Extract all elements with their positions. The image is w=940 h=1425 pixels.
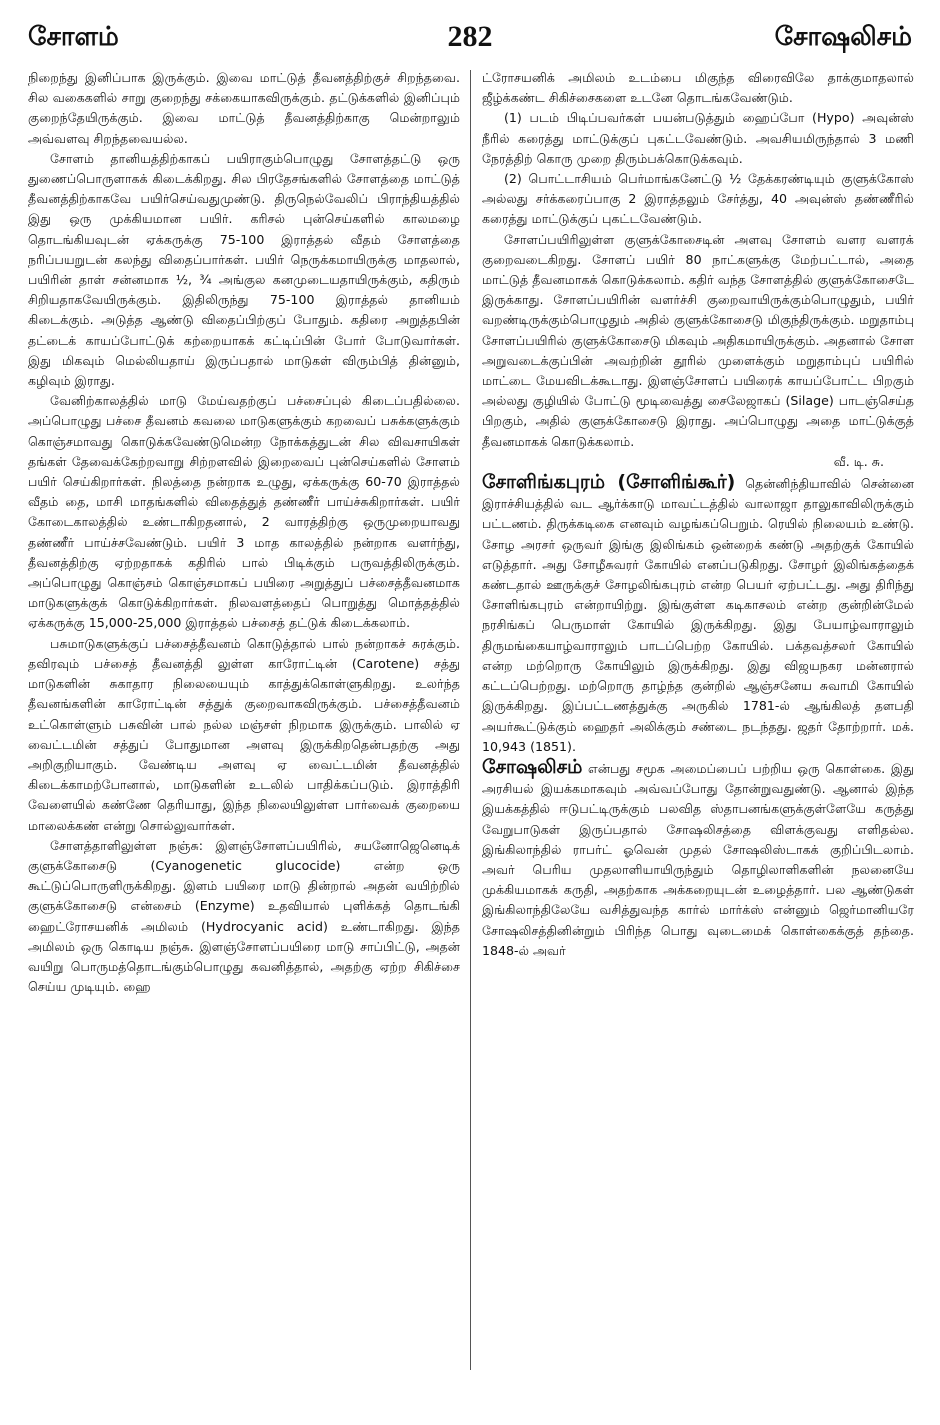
right-column xyxy=(482,68,914,1388)
entry-socialism xyxy=(482,757,914,961)
page-number: 282 xyxy=(447,20,493,53)
paragraph: பசுமாடுகளுக்குப் பச்சைத்தீவனம் கொடுத்தால் பால் நன்றாகச் சுரக்கும். தவிரவும் பச்சைத் தீவனத்தி லுள்ள காரோட்டின் (Carotene) சத்து மாடுகளின் சுகாதார நிலையையும் காத்துக்கொள்ளுகிறது. உலர்ந்த தீவனங்களின் காரோட்டின் சத்துக் குறைவாகவிருக்கும். பச்சைத்தீவனம் உட்கொள்ளும் பசுவின் பால் நல்ல மஞ்சள் நிறமாக இருக்கும். பாலில் ஏ வைட்டமின் சத்துப் போதுமான அளவு இருக்கிறதென்பதற்கு அது அறிகுறியாகும். வேண்டிய அளவு ஏ வைட்டமின் தீவனத்தில் கிடைக்காமற்போனால், மாடுகளின் உடலில் பாதிக்கப்படும். இராத்திரி வேளையில் கண்ணே தெரியாது, இந்த நிலையிலுள்ள பார்வைக் குறையை மாலைக்கண் என்று சொல்லுவார்கள். xyxy=(28,635,460,833)
entry-heading: சோஷலிசம் xyxy=(482,755,583,778)
left-running-title: சோளம் xyxy=(28,22,119,52)
left-column xyxy=(28,68,460,1388)
paragraph: சோளம் தானியத்திற்காகப் பயிராகும்பொழுது சோளத்தட்டு ஒரு துணைப்பொருளாகக் கிடைக்கிறது. சில பிரதேசங்களில் சோளத்தை மாட்டுத் தீவனத்திற்காகவே பயிர்செய்வதுமுண்டு. திருநெல்வேலிப் பிராந்தியத்தில் இது ஒரு முக்கியமான பயிர். கரிசல் புன்செய்களில் காலமழை தொடங்கியவுடன் ஏக்கருக்கு 75-100 இராத்தல் வீதம் சோளத்தை நரிப்பயறுடன் கலந்து விதைப்பார்கள். பயிர் நெருக்கமாயிருக்கு மாதலால், பயிரின் தாள் சன்னமாக ½, ¾ அங்குல கனமுடையதாயிருக்கும், கதிரும் சிறியதாகவேயிருக்கும். இதிலிருந்து 75-100 இராத்தல் தானியம் கிடைக்கும். அடுத்த ஆண்டு விதைப்பிற்குப் போதும். கதிரை அறுத்தபின் தட்டைக் காயப்போட்டுக் கற்றையாகக் கட்டிப்பின் போர் போடுவார்கள். இது மிகவும் மெல்லியதாய் இருப்பதால் மாடுகள் விரும்பித் தின்னும், கழிவும் இராது. xyxy=(28,150,460,389)
entry-body: என்பது சமூக அமைப்பைப் பற்றிய ஒரு கொள்கை. இது அரசியல் இயக்கமாகவும் அவ்வப்போது தோன்றுவதுண்டு. ஆனால் இந்த இயக்கத்தில் ஈடுபட்டிருக்கும் பலவித ஸ்தாபனங்களுக்குள்ளேயே கருத்து வேறுபாடுகள் இருப்பதால் சோஷலிசத்தை விளக்குவது எளிதல்ல. இங்கிலாந்தில் ராபர்ட் ஓவென் முதல் சோஷலிஸ்டாகக் குறிப்பிடலாம். அவர் பெரிய முதலாளியாயிருந்தும் தொழிலாளிகளின் நலனையே முக்கியமாகக் கருதி, அதற்காக அக்கறையுடன் உழைத்தார். பல ஆண்டுகள் இங்கிலாந்திலேயே வசித்துவந்த கார்ல் மார்க்ஸ் என்னும் ஜெர்மானியரே சோஷலிசத்தினின்றும் பிரிந்த பொது வுடைமைக் கொள்கைக்குத் தந்தை. 1848-ல் அவர் xyxy=(482,760,914,958)
paragraph: சோளத்தாளிலுள்ள நஞ்சு: இளஞ்சோளப்பயிரில், சயனோஜெனெடிக் குளுக்கோசைடு (Cyanogenetic glucocide) என்ற ஒரு கூட்டுப்பொருளிருக்கிறது. இளம் பயிரை மாடு தின்றால் அதன் வயிற்றில் குளுக்கோசைடு என்சைம் (Enzyme) உதவியால் புளிக்கத் தொடங்கி ஹைட்ரோசயனிக் அமிலம் (Hydrocyanic acid) உண்டாகிறது. இந்த அமிலம் ஒரு கொடிய நஞ்சு. இளஞ்சோளப்பயிரை மாடு சாப்பிட்டு, அதன் வயிறு பொருமத்தொடங்கும்பொழுது கவனித்தால், அதற்கு ஏற்ற சிகிச்சை செய்ய முடியும். ஹை xyxy=(28,837,460,995)
paragraph: நிறைந்து இனிப்பாக இருக்கும். இவை மாட்டுத் தீவனத்திற்குச் சிறந்தவை. சில வகைகளில் சாறு குறைந்து சக்கையாகவிருக்கும். தட்டுக்களில் இனிப்பும் குறைந்தேயிருக்கும். இவை மாட்டுத் தீவனத்திற்காகு மென்றாலும் அவ்வளவு சிறந்தவையல்ல. xyxy=(28,70,460,146)
paragraph: சோளப்பயிரிலுள்ள குளுக்கோசைடின் அளவு சோளம் வளர வளரக் குறைவடைகிறது. சோளப் பயிர் 80 நாட்களுக்கு மேற்பட்டால், அதை மாட்டுத் தீவனமாகக் கொடுக்கலாம். கதிர் வந்த சோளத்தில் குளுக்கோசைடே இருக்காது. சோளப்பயிரின் வளர்ச்சி குறைவாயிருக்கும்பொழுதும், பயிர் வறண்டிருக்கும்பொழுதும் அதில் குளுக்கோசைடு மிகுந்திருக்கும். மறுதாம்பு சோளப்பயிரில் குளுக்கோசைடு மிகவும் அதிகமாயிருக்கும். அதனால் சோள அறுவடைக்குப்பின் அவற்றின் தூரில் முளைக்கும் மறுதாம்புப் பயிரில் மாட்டை மேயவிடக்கூடாது. இளஞ்சோளப் பயிரைக் காயப்போட்ட பிறகும் அல்லது குழியில் போட்டு மூடிவைத்து சைலேஜாகப் (Silage) பாடஞ்செய்த பிறகும், அதில் குளுக்கோசைடு இராது. அப்பொழுது அதை மாட்டுக்குத் தீவனமாகக் கொடுக்கலாம். xyxy=(482,231,914,449)
paragraph: வேனிற்காலத்தில் மாடு மேய்வதற்குப் பச்சைப்புல் கிடைப்பதில்லை. அப்பொழுது பச்சை தீவனம் கவலை மாடுகளுக்கும் கறவைப் பசுக்களுக்கும் கொஞ்சமாவது கொடுக்கவேண்டுமென்ற நோக்கத்துடன் சில விவசாயிகள் தங்கள் தேவைக்கேற்றவாறு சிற்றளவில் இறைவைப் புன்செய்களில் சோளம் பயிர் செய்கிறார்கள். நிலத்தை நன்றாக உழுது, ஏக்கருக்கு 60-70 இராத்தல் வீதம் தை, மாசி மாதங்களில் விதைத்துத் தண்ணீர் பாய்ச்சுகிறார்கள். பயிர் கோடைகாலத்தில் உண்டாகிறதனால், 2 வாரத்திற்கு ஒருமுறையாவது தண்ணீர் பாய்ச்சவேண்டும். பயிர் 3 மாத காலத்தில் நன்றாக வளர்ந்து, தீவனத்திற்கு ஏற்றதாகக் கதிரில் பால் பிடிக்கும் பருவத்திலிருக்கும். அப்பொழுது கொஞ்சம் கொஞ்சமாகப் பயிரை அறுத்துப் பச்சைத்தீவனமாக மாடுகளுக்குக் கொடுக்கிறார்கள். நிலவளத்தைப் பொறுத்து மொத்தத்தில் ஏக்கருக்கு 15,000-25,000 இராத்தல் பச்சைத் தட்டுக் கிடைக்கலாம். xyxy=(28,393,460,631)
right-running-title: சோஷலிசம் xyxy=(774,22,912,52)
paragraph: (1) படம் பிடிப்பவர்கள் பயன்படுத்தும் ஹைப்போ (Hypo) அவுன்ஸ் நீரில் கரைத்து மாட்டுக்குப் புகட்டவேண்டும். அவசியமிருந்தால் 3 மணி நேரத்திற் கொரு முறை திரும்பக்கொடுக்கவும். xyxy=(482,110,914,166)
entry-body: தென்னிந்தியாவில் சென்னை இராச்சியத்தில் வட ஆர்க்காடு மாவட்டத்தில் வாலாஜா தாலுகாவிலிருக்கும் பட்டணம். திருக்கடிகை எனவும் வழங்கப்பெறும். ரெயில் நிலையம் உண்டு. சோழ அரசர் ஒருவர் இங்கு இலிங்கம் ஒன்றைக் கண்டு அதற்குக் கோயில் எடுத்தார். அது சோழீசுவரர் கோயில் எனப்படுகிறது. சோழர் இலிங்கத்தைக் கண்டதால் ஊருக்குச் சோழலிங்கபுரம் என்ற பெயர் ஏற்பட்டது. அது திரிந்து சோளிங்கபுரம் என்றாயிற்று. இங்குள்ள கடிகாசலம் என்ற குன்றின்மேல் நரசிங்கப் பெருமாள் கோயில் இருக்கிறது. இது பேயாழ்வாராலும் திருமங்கையாழ்வாராலும் பாடப்பெற்ற கோயில். பக்தவத்சலர் கோயில் என்ற மற்றொரு கோயிலும் இருக்கிறது. இது விஜயநகர மன்னரால் கட்டப்பெற்றது. மற்றொரு தாழ்ந்த குன்றில் ஆஞ்சனேய சுவாமி கோயில் இருக்கிறது. இப்பட்டணத்துக்கு அருகில் 1781-ல் ஆங்கிலத் தளபதி அயர்கூட்டுக்கும் ஹைதர் அலிக்கும் சண்டை நடந்தது. ஜதர் தோற்றார். மக். 10,943 (1851). xyxy=(482,476,914,754)
entry-heading: சோளிங்கபுரம் (சோளிங்கூர்) xyxy=(482,471,736,494)
author-signature: வீ. டி. சு. xyxy=(833,453,884,469)
column-divider xyxy=(470,70,471,1370)
entry-solingapuram xyxy=(482,472,914,757)
page-header xyxy=(28,22,912,62)
paragraph: ட்ரோசயனிக் அமிலம் உடம்பை மிகுந்த விரைவிலே தாக்குமாதலால் ஜீழ்க்கண்ட சிகிச்சைகளை உடனே தொடங்கவேண்டும். xyxy=(482,70,914,106)
paragraph: (2) பொட்டாசியம் பெர்மாங்கனேட்டு ½ தேக்கரண்டியும் குளுக்கோஸ் அல்லது சர்க்கரைப்பாகு 2 இராத்தலும் சேர்த்து, 40 அவுன்ஸ் தண்ணீரில் கரைத்து மாட்டுக்குப் புகட்டவேண்டும். xyxy=(482,171,914,227)
